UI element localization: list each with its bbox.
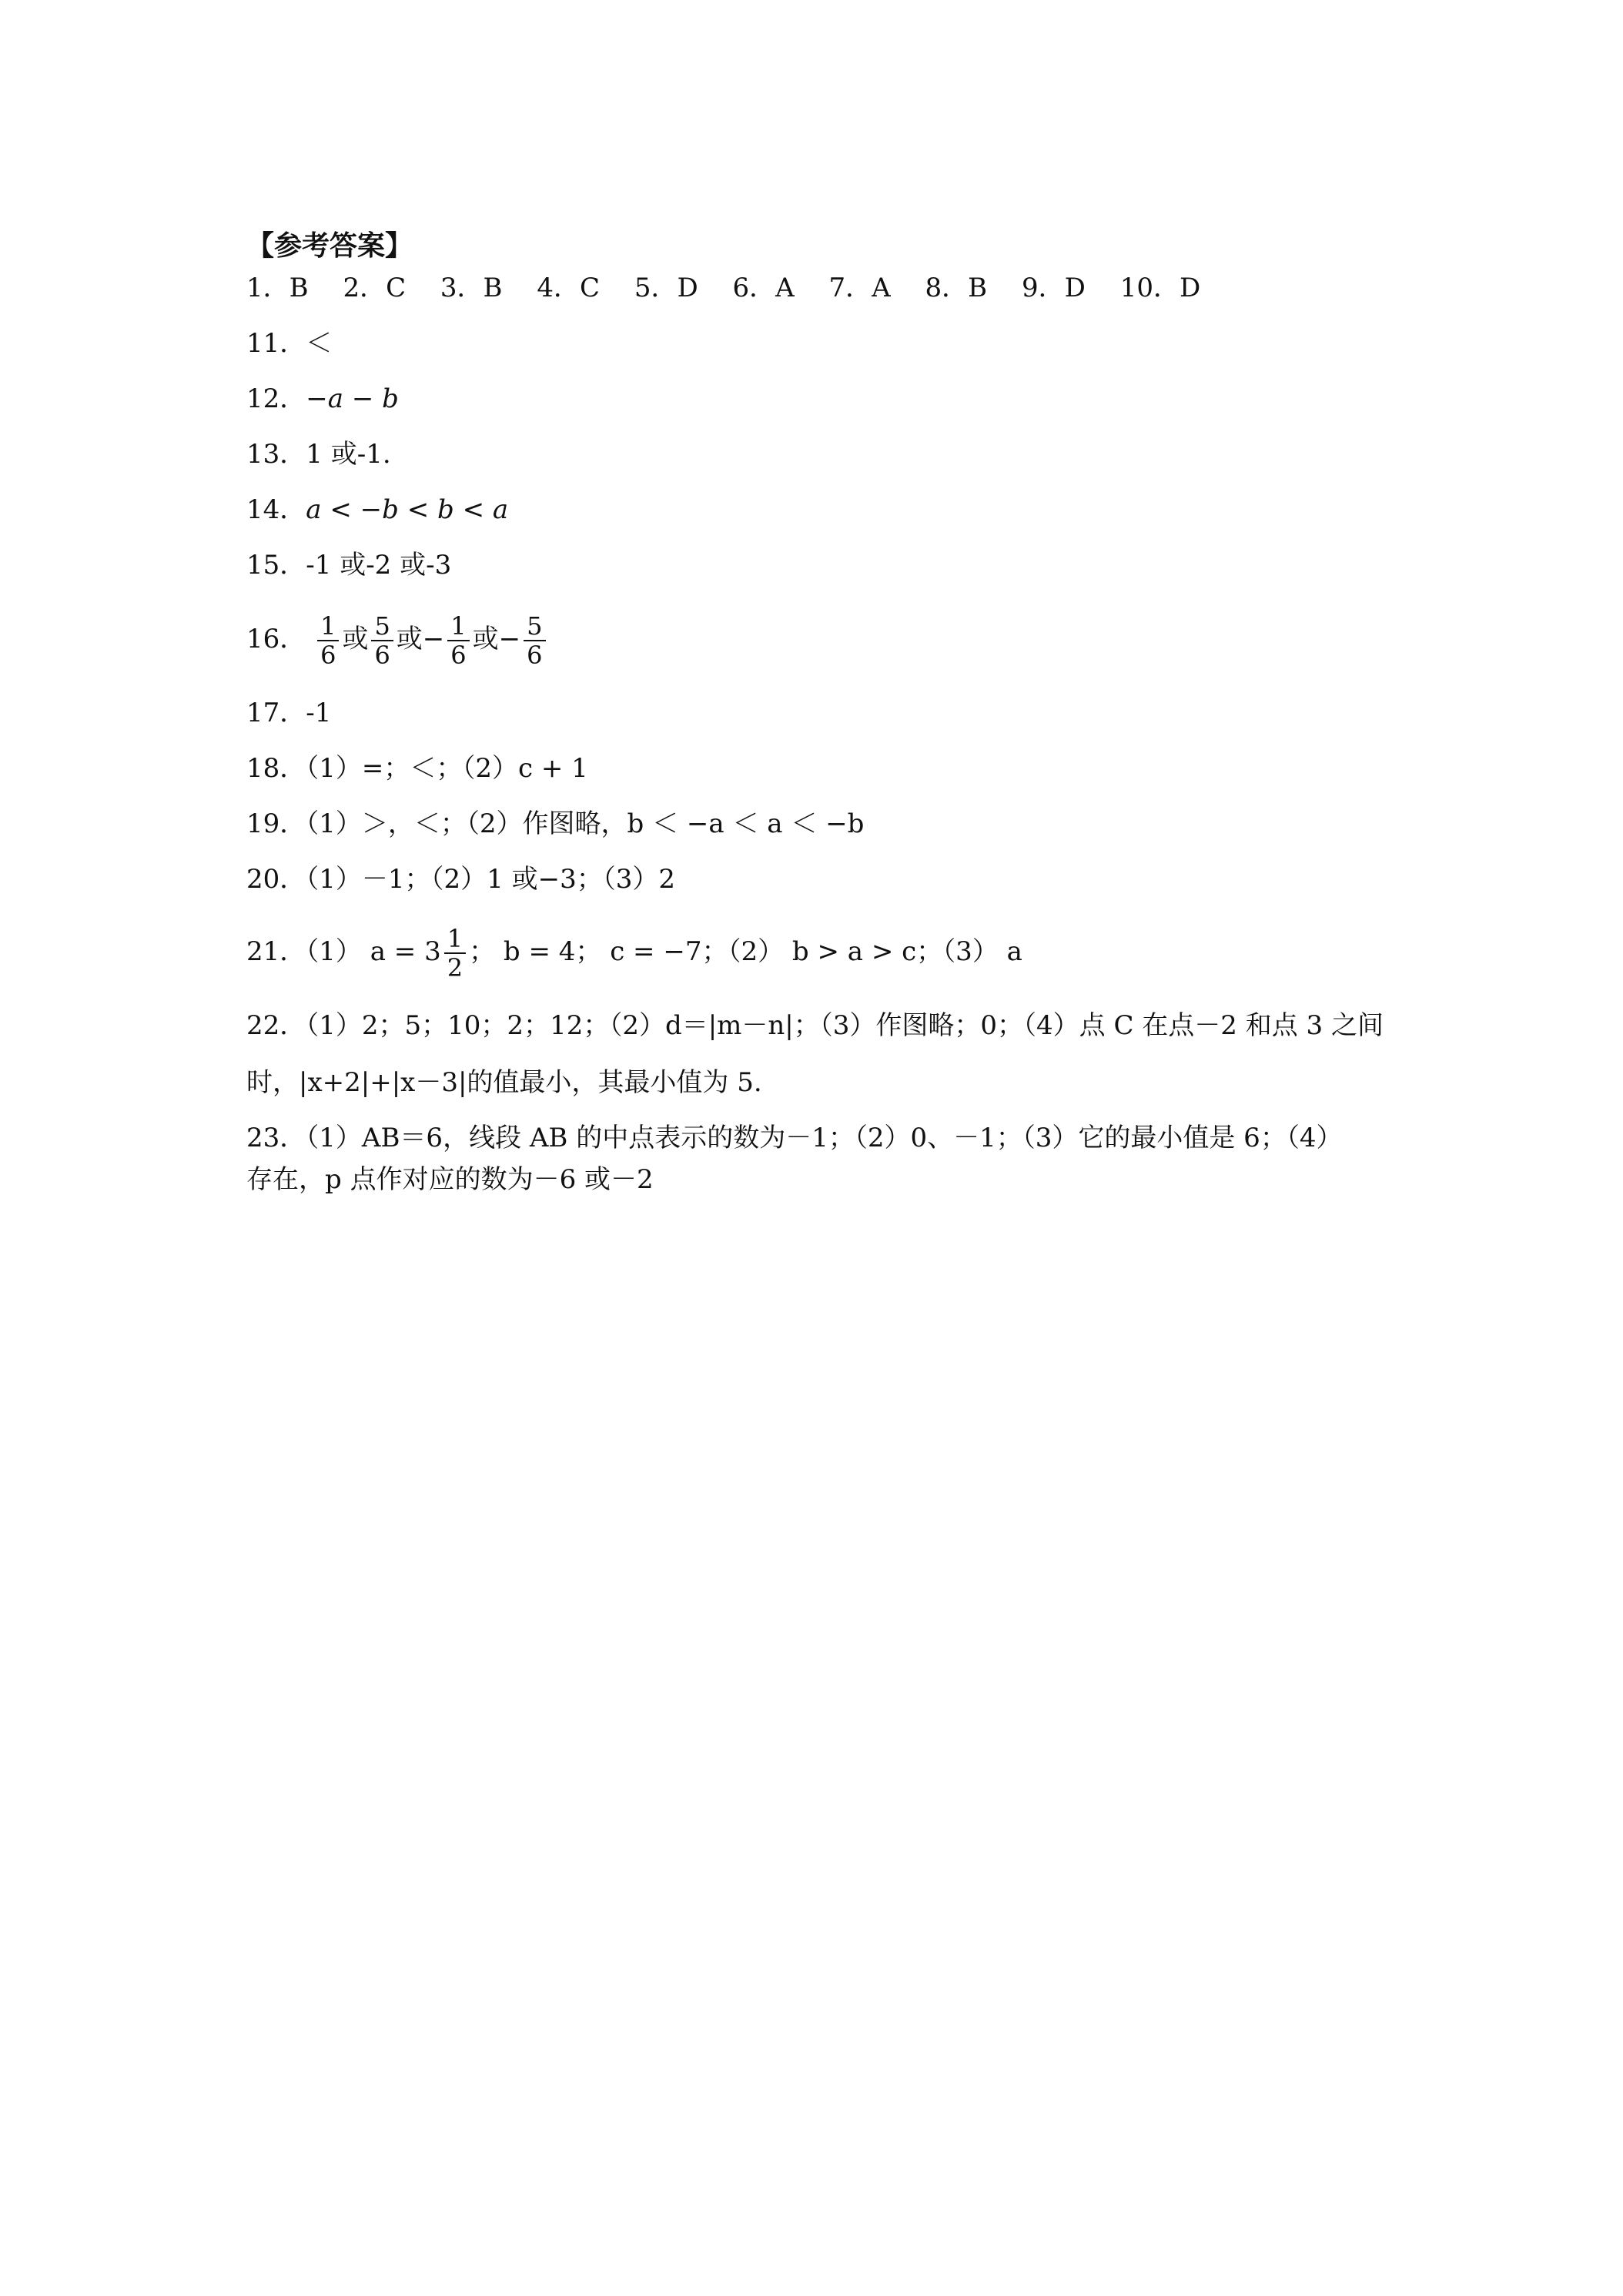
fraction-4 <box>524 612 545 669</box>
answer-21-prefix: （1） a = 3 <box>306 936 441 967</box>
mc-answer-7: 7．A <box>828 273 891 303</box>
fraction-3-numerator: 1 <box>447 612 469 641</box>
answer-18 <box>246 753 588 784</box>
answer-14 <box>246 494 508 525</box>
mixed-fraction-denominator: 2 <box>447 953 463 982</box>
answer-17-number: 17． <box>246 698 306 728</box>
mc-answer-4: 4．C <box>537 273 600 303</box>
or-word: 或 <box>396 624 423 654</box>
fraction-2-denominator: 6 <box>374 641 390 670</box>
answer-20-text: （1）－1；（2）1 或−3；（3）2 <box>306 864 675 895</box>
answer-11 <box>246 328 332 359</box>
minus-sign: − <box>498 624 521 654</box>
answer-22-line-1: （1）2；5；10；2；12；（2）d＝|m－n|；（3）作图略；0；（4）点 C 在点－2 和点 3 之间 <box>306 1010 1384 1041</box>
answer-12-text: −a − b <box>306 383 399 414</box>
fraction-3-denominator: 6 <box>450 641 467 670</box>
multiple-choice-answers <box>246 273 1226 303</box>
mc-answer-2: 2．C <box>343 273 407 303</box>
fraction-4-numerator: 5 <box>524 612 545 641</box>
fraction-1-denominator: 6 <box>320 641 336 670</box>
mc-answer-1: 1．B <box>246 273 309 303</box>
answer-19-text: （1）＞，＜；（2）作图略，b ＜ −a ＜ a ＜ −b <box>306 808 865 839</box>
answer-22-continuation: 时，|x+2|+|x－3|的值最小，其最小值为 5. <box>246 1067 762 1098</box>
answer-23-continuation: 存在，p 点作对应的数为－6 或－2 <box>246 1164 654 1195</box>
mc-answer-9: 9．D <box>1021 273 1086 303</box>
answer-16-number: 16． <box>246 624 306 654</box>
answer-12 <box>246 383 399 414</box>
answer-17-text: -1 <box>306 698 332 728</box>
mixed-fraction-numerator: 1 <box>444 925 466 954</box>
answer-21-number: 21． <box>246 936 306 967</box>
or-word: 或 <box>342 624 369 654</box>
answer-14-number: 14． <box>246 494 306 525</box>
answers-heading: 【参考答案】 <box>246 230 413 262</box>
or-word: 或 <box>472 624 499 654</box>
answer-12-number: 12． <box>246 383 306 414</box>
answer-20 <box>246 864 675 895</box>
mixed-fraction <box>444 925 466 982</box>
fraction-3 <box>447 612 469 669</box>
answer-23-number: 23． <box>246 1123 306 1153</box>
answer-19 <box>246 808 864 839</box>
mc-answer-5: 5．D <box>634 273 698 303</box>
minus-sign: − <box>422 624 445 654</box>
fraction-4-denominator: 6 <box>527 641 543 670</box>
answer-16 <box>246 608 549 670</box>
answer-15-number: 15． <box>246 550 306 581</box>
answer-23 <box>246 1123 1342 1153</box>
answer-14-text: a < −b < b < a <box>306 494 509 525</box>
answer-21 <box>246 921 1022 982</box>
answer-15 <box>246 550 451 581</box>
answer-19-number: 19． <box>246 808 306 839</box>
fraction-1 <box>317 612 339 669</box>
answer-22-number: 22． <box>246 1010 306 1041</box>
answer-13 <box>246 439 391 470</box>
fraction-2-numerator: 5 <box>371 612 393 641</box>
answer-17 <box>246 698 331 728</box>
answer-18-number: 18． <box>246 753 306 784</box>
mc-answer-10: 10．D <box>1119 273 1201 303</box>
answer-20-number: 20． <box>246 864 306 895</box>
answer-23-line-1: （1）AB＝6，线段 AB 的中点表示的数为－1；（2）0、－1；（3）它的最小值是 6；（4） <box>306 1123 1343 1153</box>
answer-11-text: ＜ <box>306 328 333 359</box>
mc-answer-3: 3．B <box>440 273 503 303</box>
answer-15-text: -1 或-2 或-3 <box>306 550 452 581</box>
fraction-2 <box>371 612 393 669</box>
fraction-1-numerator: 1 <box>317 612 339 641</box>
answer-21-rest: ； b = 4； c = −7；（2） b > a > c；（3） a <box>469 936 1022 967</box>
answer-22 <box>246 1010 1384 1041</box>
answer-11-number: 11． <box>246 328 306 359</box>
answer-13-text: 1 或-1. <box>306 439 391 470</box>
mc-answer-6: 6．A <box>732 273 795 303</box>
answer-13-number: 13． <box>246 439 306 470</box>
answer-18-text: （1）=；＜；（2）c + 1 <box>306 753 588 784</box>
mc-answer-8: 8．B <box>925 273 988 303</box>
